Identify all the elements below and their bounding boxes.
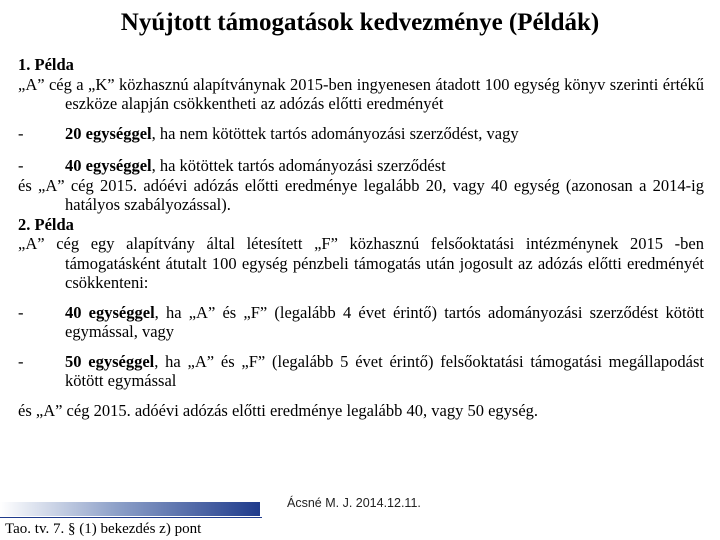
bullet-amount: 40 egységgel [65,302,155,322]
bullet-amount: 40 egységgel [65,156,152,175]
bullet-dash: - [18,351,24,371]
author-date: Ácsné M. J. 2014.12.11. [287,496,421,510]
bullet-dash: - [18,123,24,143]
example-1-bullet [18,124,704,144]
legal-reference: Tao. tv. 7. § (1) bekezdés z) pont [0,517,262,540]
bullet-amount: 20 egységgel [65,123,152,143]
bullet-text: , ha nem kötöttek tartós adományozási szerződést, vagy [151,123,519,143]
example-1-condition: és „A” cég 2015. adóévi adózás előtti eredménye legalább 20, vagy 40 egység (azonosan a 2014-ig hatályos szabályozással). [18,175,704,214]
bullet-dash: - [18,302,24,322]
example-2-bullet [18,352,704,391]
example-2-bullet [18,303,704,342]
example-2-condition: és „A” cég 2015. adóévi adózás előtti eredménye legalább 40, vagy 50 egység. [18,400,539,420]
bullet-dash: - [18,156,24,175]
example-2-heading: 2. Példa [18,214,74,234]
bullet-amount: 50 egységgel [65,351,155,371]
example-1-bullet [18,156,704,176]
bullet-text: , ha „A” és „F” (legalább 5 évet érintő) felsőoktatási támogatási megállapodást kötött egymással [65,351,704,390]
example-2-intro: „A” cég egy alapítvány által létesített „F” közhasznú felsőoktatási intézménynek 2015 -ben támogatásként átutalt 100 egység pénzbeli támogatás után jogosult az adózás előtti eredményét csökkenteni: [18,234,704,292]
bullet-text: , ha „A” és „F” (legalább 4 évet érintő) tartós adományozási szerződést kötött egymással, vagy [65,302,704,341]
footer-gradient-bar [0,502,260,516]
page-title: Nyújtott támogatások kedvezménye (Példák) [120,9,600,36]
example-1-heading: 1. Példa [18,55,74,74]
slide-content [18,55,704,420]
bullet-text: , ha kötöttek tartós adományozási szerződést [151,156,446,175]
example-1-intro: „A” cég a „K” közhasznú alapítványnak 2015-ben ingyenesen átadott 100 egység könyv szerinti értékű eszköze alapján csökkentheti az adózás előtti eredményét [18,74,704,113]
